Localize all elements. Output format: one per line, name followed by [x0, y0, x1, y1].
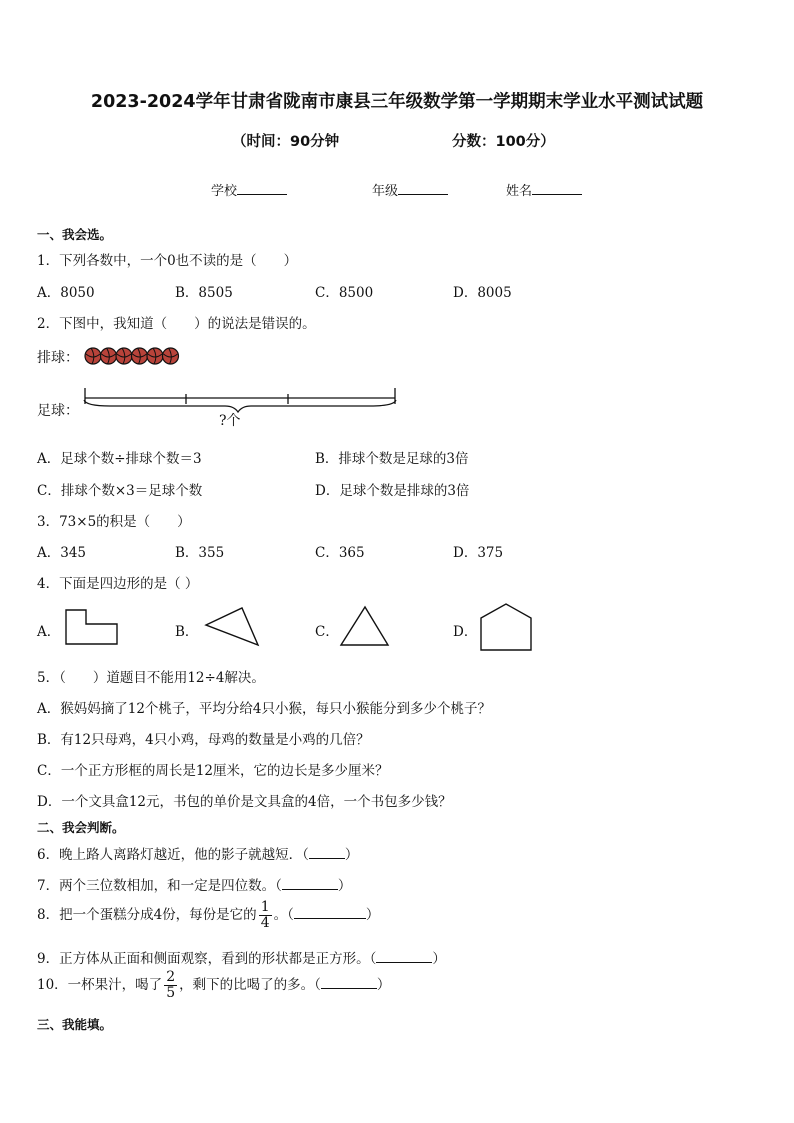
page-title: 2023-2024学年甘肃省陇南市康县三年级数学第一学期期末学业水平测试试题 [90, 92, 704, 112]
q8-fraction [259, 900, 272, 931]
q9-answer-blank[interactable] [376, 948, 432, 963]
q3-option-a[interactable]: A．345 [37, 545, 87, 561]
volleyball-icon [116, 348, 132, 364]
section-3-heading: 三、我能填。 [37, 1017, 113, 1032]
q8-answer-blank[interactable] [294, 904, 366, 919]
q2-option-a[interactable]: A．足球个数÷排球个数＝3 [37, 451, 202, 467]
q1-option-d[interactable]: D．8005 [453, 285, 512, 301]
q10-answer-blank[interactable] [321, 974, 377, 989]
q5-option-a[interactable]: A．猴妈妈摘了12个桃子，平均分给4只小猴，每只小猴能分到多少个桃子？ [37, 701, 492, 717]
q9-end: ） [432, 951, 446, 967]
q10-post: ，剩下的比喝了的多。（ [179, 977, 321, 993]
question-2: 2．下图中，我知道（ ）的说法是错误的。 [37, 316, 316, 332]
triangle-icon [339, 604, 391, 648]
volleyball-row [84, 346, 188, 366]
question-10 [37, 970, 390, 1001]
q4-option-d[interactable]: D． [453, 624, 478, 640]
q7-answer-blank[interactable] [282, 875, 338, 890]
q8-numerator: 1 [260, 899, 270, 915]
volleyball-icon [163, 348, 179, 364]
pentagon-icon [478, 602, 534, 652]
question-4: 4．下面是四边形的是（ ） [37, 576, 199, 592]
q10-text: 10．一杯果汁，喝了 [37, 977, 163, 993]
question-6 [37, 843, 358, 863]
name-label: 姓名 [506, 184, 533, 199]
q6-answer-blank[interactable] [309, 844, 345, 859]
q7-text: 7．两个三位数相加，和一定是四位数。（ [37, 878, 282, 894]
q3-option-c[interactable]: C．365 [315, 545, 365, 561]
l-shape-icon [64, 608, 120, 646]
q10-numerator: 2 [166, 969, 176, 985]
section-2-heading: 二、我会判断。 [37, 820, 125, 835]
q5-option-d[interactable]: D．一个文具盒12元，书包的单价是文具盒的4倍，一个书包多少钱？ [37, 794, 452, 810]
q2-option-c[interactable]: C．排球个数×3＝足球个数 [37, 483, 203, 499]
grade-blank[interactable] [398, 180, 448, 195]
score-label: 分数：100分） [452, 134, 555, 150]
obtuse-triangle-icon [203, 606, 261, 648]
grade-field [372, 180, 448, 199]
volleyball-label: 排球： [37, 350, 79, 366]
q8-text: 8．把一个蛋糕分成4份，每份是它的 [37, 907, 257, 923]
time-label: （时间：90分钟 [232, 134, 340, 150]
question-1: 1．下列各数中，一个0也不读的是（ ） [37, 253, 298, 269]
q8-denominator: 4 [260, 915, 270, 931]
question-9 [37, 947, 446, 967]
q2-option-b[interactable]: B．排球个数是足球的3倍 [315, 451, 469, 467]
volleyball-icon [101, 348, 117, 364]
name-blank[interactable] [532, 180, 582, 195]
q10-fraction [164, 970, 177, 1001]
q10-end: ） [376, 977, 391, 993]
school-field [211, 180, 287, 199]
q5-option-c[interactable]: C．一个正方形框的周长是12厘米，它的边长是多少厘米？ [37, 763, 389, 779]
q4-option-c[interactable]: C． [315, 624, 339, 640]
q4-option-b[interactable]: B． [175, 624, 199, 640]
volleyball-icon [147, 348, 163, 364]
q5-option-b[interactable]: B．有12只母鸡，4只小鸡，母鸡的数量是小鸡的几倍？ [37, 732, 370, 748]
football-label: 足球： [37, 403, 79, 419]
volleyball-icon [85, 348, 101, 364]
q2-option-d[interactable]: D．足球个数是排球的3倍 [315, 483, 470, 499]
q4-option-a[interactable]: A． [37, 624, 61, 640]
volleyball-icon [132, 348, 148, 364]
question-8 [37, 900, 379, 931]
q9-text: 9．正方体从正面和侧面观察，看到的形状都是正方形。（ [37, 951, 377, 967]
q8-end: ） [365, 907, 380, 923]
section-1-heading: 一、我会选。 [37, 227, 113, 242]
brace-label: ?个 [219, 413, 241, 429]
q1-option-a[interactable]: A．8050 [37, 285, 95, 301]
q6-text: 6．晚上路人离路灯越近，他的影子就越短．（ [37, 847, 309, 863]
q3-option-d[interactable]: D．375 [453, 545, 504, 561]
name-field [506, 180, 582, 199]
school-blank[interactable] [237, 180, 287, 195]
question-3: 3．73×5的积是（ ） [37, 514, 191, 530]
question-5: 5．（ ）道题目不能用12÷4解决。 [37, 670, 265, 686]
q10-denominator: 5 [166, 985, 176, 1001]
q1-option-c[interactable]: C．8500 [315, 285, 374, 301]
q8-post: 。（ [273, 907, 294, 923]
q6-end: ） [344, 847, 359, 863]
q1-option-b[interactable]: B．8505 [175, 285, 233, 301]
school-label: 学校 [211, 184, 238, 199]
grade-label: 年级 [372, 184, 399, 199]
q3-option-b[interactable]: B．355 [175, 545, 225, 561]
q7-end: ） [337, 878, 352, 894]
question-7 [37, 874, 351, 894]
